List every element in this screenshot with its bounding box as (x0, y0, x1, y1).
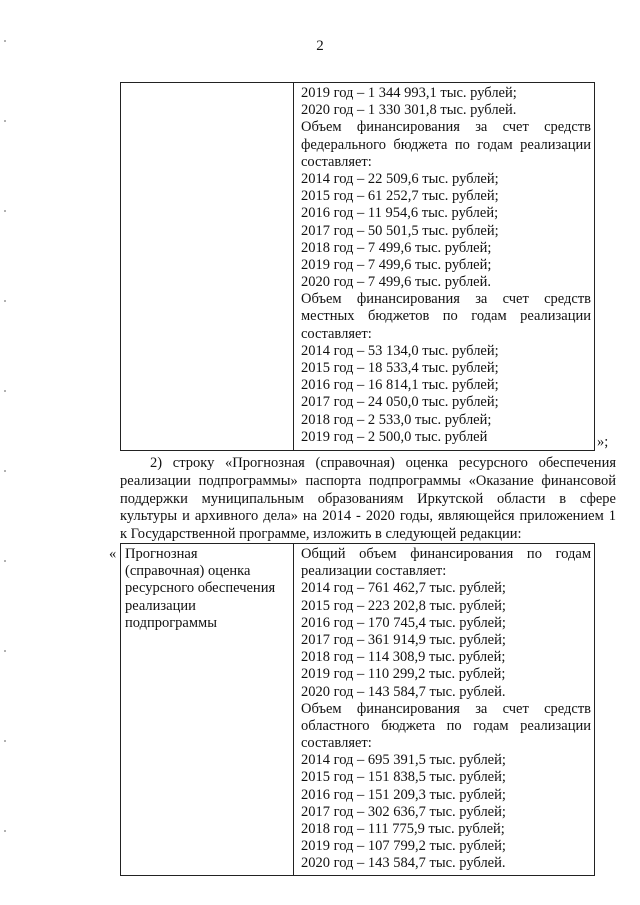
table2-line: областного бюджета по годам реализации (301, 717, 591, 734)
table1-line: составляет: (301, 325, 372, 342)
table2-line: 2018 год – 111 775,9 тыс. рублей; (301, 821, 505, 837)
table1-line: Объем финансирования за счет средств (301, 119, 591, 136)
table2-left-cell (121, 544, 294, 875)
paragraph-line: культуры и архивного дела» на 2014 - 2020 годы, являющейся приложением 1 (120, 508, 616, 525)
page-number: 2 (316, 38, 324, 54)
paragraph-line: реализации подпрограммы» паспорта подпрограммы «Оказание финансовой (120, 472, 616, 489)
table1-line: 2015 год – 61 252,7 тыс. рублей; (301, 188, 499, 205)
table2-line: 2014 год – 761 462,7 тыс. рублей; (301, 580, 506, 597)
table1-line: 2014 год – 22 509,6 тыс. рублей; (301, 170, 499, 187)
paragraph-line: 2) строку «Прогнозная (справочная) оценка ресурсного обеспечения (150, 455, 616, 471)
table1-line: местных бюджетов по годам реализации (301, 308, 591, 325)
table2-line: 2015 год – 223 202,8 тыс. рублей; (301, 597, 506, 614)
table2-left-line: (справочная) оценка (125, 563, 251, 580)
table1-line: 2017 год – 24 050,0 тыс. рублей; (301, 394, 499, 411)
table1-right-cell (301, 85, 591, 446)
table2-line: реализации составляет: (301, 563, 447, 580)
paragraph-line: к Государственной программе, изложить в следующей редакции: (120, 526, 522, 543)
table1-line: 2018 год – 7 499,6 тыс. рублей; (301, 239, 492, 256)
table1-line: 2016 год – 16 814,1 тыс. рублей; (301, 377, 499, 394)
table1-line: 2019 год – 2 500,0 тыс. рублей (301, 428, 488, 445)
table1-line: 2016 год – 11 954,6 тыс. рублей; (301, 205, 499, 222)
table1-line: 2017 год – 50 501,5 тыс. рублей; (301, 222, 499, 239)
table1-line: федерального бюджета по годам реализации (301, 136, 591, 153)
table1-line: составляет: (301, 153, 372, 170)
scan-margin-marks (4, 0, 7, 905)
table2-line: 2016 год – 151 209,3 тыс. рублей; (301, 786, 506, 803)
table2-line: 2014 год – 695 391,5 тыс. рублей; (301, 752, 506, 769)
table2-line: 2020 год – 143 584,7 тыс. рублей. (301, 855, 506, 872)
opening-quote: « (109, 546, 117, 562)
table2-line: составляет: (301, 735, 372, 752)
funding-table-continued (120, 82, 595, 451)
table2-line: 2017 год – 361 914,9 тыс. рублей; (301, 631, 506, 648)
table1-line: 2020 год – 1 330 301,8 тыс. рублей. (301, 102, 517, 119)
table2-line: 2019 год – 110 299,2 тыс. рублей; (301, 666, 506, 683)
table1-line: 2015 год – 18 533,4 тыс. рублей; (301, 360, 499, 376)
table2-left-line: подпрограммы (125, 614, 217, 631)
table2-line: 2020 год – 143 584,7 тыс. рублей. (301, 683, 506, 700)
table2-left-line: Прогнозная (125, 546, 198, 562)
table2-line: 2016 год – 170 745,4 тыс. рублей; (301, 614, 506, 631)
table2-line: 2017 год – 302 636,7 тыс. рублей; (301, 803, 506, 820)
closing-quote: »; (597, 434, 609, 450)
table1-line: 2018 год – 2 533,0 тыс. рублей; (301, 411, 492, 428)
table2-line: Объем финансирования за счет средств (301, 700, 591, 717)
amendment-paragraph (120, 455, 616, 544)
table2-left-line: реализации (125, 597, 196, 614)
table1-line: Объем финансирования за счет средств (301, 291, 591, 308)
funding-table-new (120, 543, 595, 876)
table1-left-cell (121, 83, 294, 450)
table1-line: 2020 год – 7 499,6 тыс. рублей. (301, 274, 492, 291)
table2-line: 2015 год – 151 838,5 тыс. рублей; (301, 769, 506, 786)
table1-line: 2014 год – 53 134,0 тыс. рублей; (301, 342, 499, 359)
table1-line: 2019 год – 1 344 993,1 тыс. рублей; (301, 85, 517, 101)
table2-left-line: ресурсного обеспечения (125, 580, 276, 597)
table1-line: 2019 год – 7 499,6 тыс. рублей; (301, 256, 492, 273)
table2-line: 2018 год – 114 308,9 тыс. рублей; (301, 649, 506, 666)
table2-line: Общий объем финансирования по годам (301, 546, 591, 562)
table2-line: 2019 год – 107 799,2 тыс. рублей; (301, 838, 506, 855)
table2-right-cell (301, 546, 591, 873)
paragraph-line: поддержки муниципальным образованиям Иркутской области в сфере (120, 490, 616, 507)
